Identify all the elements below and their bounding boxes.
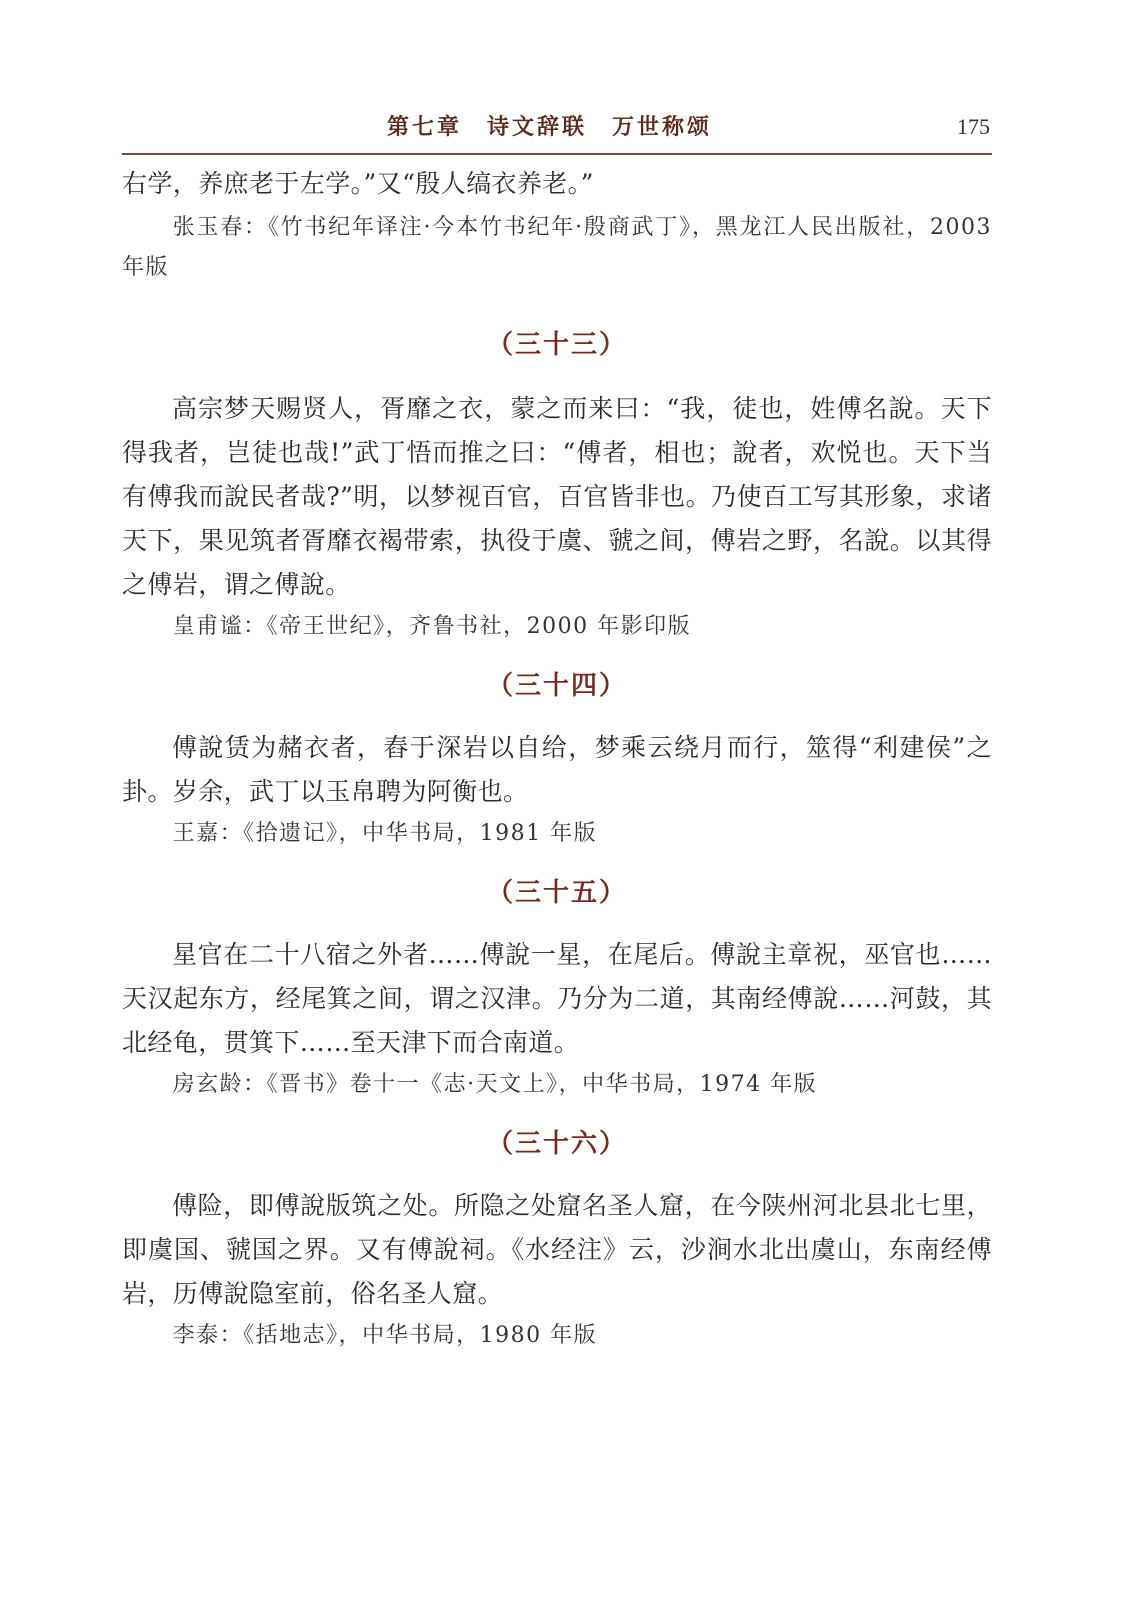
section-heading-34: （三十四） — [486, 671, 627, 701]
paragraph-34: 傅說赁为赭衣者，舂于深岩以自给，梦乘云绕月而行，筮得“利建侯”之卦。岁余，武丁以玉帛聘为阿衡也。 — [122, 733, 992, 806]
page-body — [122, 160, 992, 1356]
chapter-title: 第七章 诗文辞联 万世称颂 — [386, 115, 712, 140]
source-citation-35: 房玄龄：《晋书》卷十一《志·天文上》，中华书局，1974 年版 — [172, 1072, 818, 1097]
source-citation-36: 李泰：《括地志》，中华书局，1980 年版 — [172, 1323, 598, 1348]
source-citation: 张玉春：《竹书纪年译注·今本竹书纪年·殷商武丁》，黑龙江人民出版社，2003 年版 — [122, 215, 992, 280]
running-header — [122, 108, 990, 152]
section-heading-36: （三十六） — [486, 1129, 627, 1159]
page-number: 175 — [957, 114, 990, 139]
section-heading-33: （三十三） — [486, 330, 627, 360]
paragraph-36: 傅险，即傅說版筑之处。所隐之处窟名圣人窟，在今陕州河北县北七里，即虞国、虢国之界。又有傅說祠。《水经注》云，沙涧水北出虞山，东南经傅岩，历傅說隐室前，俗名圣人窟。 — [122, 1191, 992, 1308]
source-citation-33: 皇甫谧：《帝王世纪》，齐鲁书社，2000 年影印版 — [172, 614, 692, 639]
paragraph-33: 高宗梦天赐贤人，胥靡之衣，蒙之而来曰：“我，徒也，姓傅名說。天下得我者，岂徒也哉!”武丁悟而推之曰：“傅者，相也；說者，欢悦也。天下当有傅我而說民者哉?”明，以梦视百官，百官皆非也。乃使百工写其形象，求诸天下，果见筑者胥靡衣褐带索，执役于虞、虢之间，傅岩之野，名說。以其得之傅岩，谓之傅說。 — [122, 394, 992, 599]
source-citation-34: 王嘉：《拾遗记》，中华书局，1981 年版 — [172, 821, 598, 846]
paragraph-continuation: 右学，养庶老于左学。”又“殷人缟衣养老。” — [122, 169, 594, 198]
section-heading-35: （三十五） — [486, 878, 627, 908]
paragraph-35: 星官在二十八宿之外者……傅說一星，在尾后。傅說主章祝，巫官也……天汉起东方，经尾箕之间，谓之汉津。乃分为二道，其南经傅說……河鼓，其北经龟，贯箕下……至天津下而合南道。 — [122, 940, 992, 1057]
header-rule — [122, 153, 992, 155]
